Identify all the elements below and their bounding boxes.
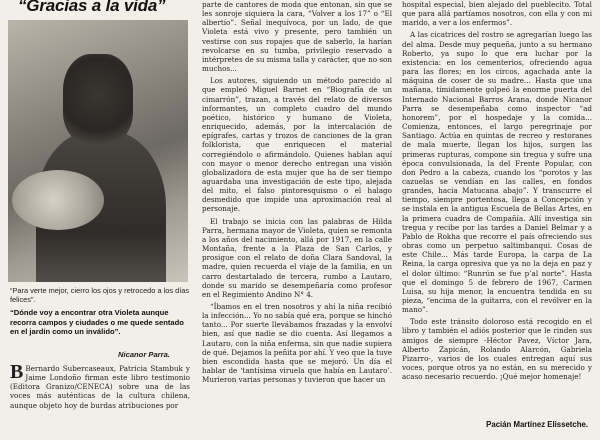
pull-quote-author: Nicanor Parra. (118, 350, 170, 359)
text-column-1 (10, 361, 190, 413)
photo-guitar (12, 170, 104, 230)
text-column-2 (202, 0, 392, 387)
text-column-3 (402, 0, 592, 384)
drop-cap: B (10, 361, 24, 383)
paragraph: Los autores, siguiendo un método parecido al que empleó Miguel Barnet en “Biografía de un cimarrón”, trazan, a través del relato de diversos informantes, un completo cuadro del mundo poético, histórico y humano de Violeta, enriquecido, además, por la intercalación de epígrafes, cartas y trozos de canciones de la gran folklorista, que enriquecen el material corregiéndolo o afirmándolo. Quienes hablan aquí con mayor o menor derecho entregan una visión globalizadora de esta mujer que ha de ser tiempo aguardaba una investigación de este tipo, alejada del mito, el falso pintoresquismo o el halago desmedido que impide una aproximación real al personaje. (202, 76, 392, 214)
paragraph (10, 361, 190, 410)
photo-figure-head (63, 54, 133, 144)
violeta-parra-photo (8, 20, 188, 282)
photo-caption: “Para verte mejor, cierro los ojos y retrocedo a los días felices”. (10, 286, 190, 304)
paragraph: A las cicatrices del rostro se agregarían luego las del alma. Desde muy pequeña, junto a su hermano Roberto, ya supo lo que era luchar por la existencia: en los cementerios, ofreciendo agua para las flores; en los circos, agachada ante la máquina de coser de su madre... Hasta que una mañana, tímidamente golpeó la enorme puerta del Internado Nacional Barros Arana, donde Nicanor Parra se desempeñaba como inspector “ad honorem”, por el hospedaje y la comida... Comienza, entonces, el largo peregrinaje por Santiago. Actúa en quintas de recreo y restoranes de mala muerte, llegan los hijos, surgen las primeras rupturas, compone sin tregua y sufre una época convulsionada, la del Frente Popular, con don Pedro a la cabeza, cuando los “porotos y las cazuelas se vendían en las calles, en fondos grandes, hacia Matucana abajo”. Y transcurre el tiempo, siempre portentosa, llega a Concepción y se instala en la antigua Escuela de Bellas Artes, en la primera cuadra de Compañía. Allí investiga sin tregua y recibe por las tardes a Daniel Belmar y a Pablo de Rokha que recorre el país ofreciendo sus obras como un perpetuo saltimbanqui. Cosas de este Chile... Más tarde Europa, la carpa de La Reina, la carga opresiva que ya no la deja en paz y el dolor último: “Runrún se fue p’al norte”. Hasta que el domingo 5 de febrero de 1967, Carmen Luisa, su hija menor, la encuentra tendida en su pieza, “encima de la guitarra, con el revólver en la mano”. (402, 30, 592, 315)
article-title: “Gracias a la vida” (18, 0, 166, 15)
paragraph: El trabajo se inicia con las palabras de Hilda Parra, hermana mayor de Violeta, quien se remonta a los años del nacimiento, allá por 1917, en la calle Montaña, frente a la Plaza de San Carlos, y prosigue con el relato de doña Clara Sandoval, la madre, quien recuerda el viaje de la familia, en un carro destartalado de tercera, rumbo a Lautaro, donde su marido se desempeñaría como profesor en el Regimiento Andino N° 4. (202, 216, 392, 299)
paragraph: “Íbamos en el tren nosotros y ahí la niña recibió la infección... Yo no sabía qué era, porque se hinchó tanto... Por suerte llevábamos frazadas y la envolví bien, así que nadie se dio cuenta. Así llegamos a Lautaro, con la niña enferma, sin que nadie supiera de qué. Dejamos la peñita por ahí. Y veo que la tuve bien escondida hasta que se mejoró. Un día el hablar de ‘tantísima viruela que había en Lautaro’. Murieron varias personas y tuvieron que hacer un (202, 302, 392, 385)
paragraph: hospital especial, bien alejado del pueblecito. Total que para allá partíamos nosotros, con ella y con mi marido, a ver a los enfermos”. (402, 0, 592, 28)
paragraph: parte de cantores de moda que entonan, sin que se les sonroje siquiera la cara, “Volver a los 17” o “El albertío”. Señal inequívoca, por un lado, de que Violeta está vivo y presente, pero también un vestirse con sus ropajes que de saberlo, la harían revolcarse en su tumba, privilegio reservado a intérpretes de su misma talla y carácter, que no son muchos... (202, 0, 392, 74)
author-signature: Pacián Martínez Elissetche. (486, 420, 588, 429)
paragraph: Todo este tránsito doloroso está recogido en el libro y también el adiós posterior que le rinden sus amigos de siempre -Héctor Pavez, Víctor Jara, Alberto Zapicán, Rolando Alarcón, Gabriela Pizarro-, varios de los cuales entregan aquí sus voces, porque otros ya no están, en su merecido y acaso necesario recuerdo. ¡Qué mejor homenaje! (402, 317, 592, 382)
pull-quote: “Dónde voy a encontrar otra Violeta aunque recorra campos y ciudades o me quede sentado en el jardín como un inválido”. (10, 308, 184, 336)
paragraph-text: Bernardo Subercaseaux, Patricia Stambuk y Jaime Londoño firman este libro testimonio (Editora Granizo/CENECA) sobre una de las voces más auténticas de la cultura chilena, aunque objeto hoy de burdas atribuciones por (10, 364, 190, 410)
